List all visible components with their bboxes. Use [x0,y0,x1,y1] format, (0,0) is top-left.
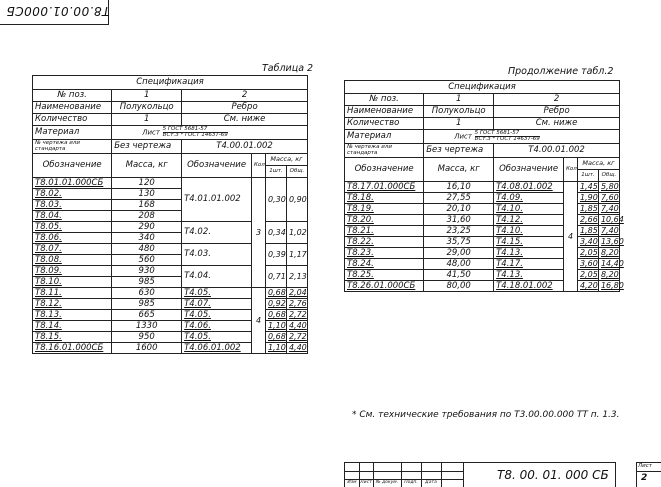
right-row-desig2: Т4.15. [494,237,564,248]
right-row-desig: Т8.20. [345,215,424,226]
title-block-code: Т8. 00. 01. 000 СБ [497,468,609,482]
right-row-m1: 3,60 [577,259,598,270]
right-head-col3: Обозначение [494,158,564,182]
right-row-desig2: Т4.10. [494,226,564,237]
right-pos-2: 2 [494,94,620,106]
left-row-desig: Т8.06. [33,233,112,244]
right-row-m1: 4,20 [577,281,598,292]
left-row-mass: 290 [112,222,182,233]
right-row-mass: 20,10 [424,204,494,215]
left-pos-1: 1 [112,90,182,102]
left-head-col5b: Общ. [286,166,307,178]
right-row-desig2: Т4.17. [494,259,564,270]
right-qty-label: Количество [345,118,424,130]
left-qty-2: См. ниже [182,114,308,126]
left-draw-label: № чертежа или стандарта [33,140,112,154]
right-mat-value [424,130,620,144]
left-row-desig: Т8.15. [33,332,112,343]
left-head-col2: Масса, кг [112,154,182,178]
left-row-mass: 168 [112,200,182,211]
left-spec-table [32,75,308,354]
left-title: Спецификация [33,76,308,90]
right-row-desig: Т8.18. [345,193,424,204]
top-stamp-box [0,0,109,25]
technical-note: * См. технические требования по Т3.00.00.000 ТТ п. 1.3. [352,410,620,420]
right-head-col5b: Общ. [598,170,619,182]
right-row-mass: 48,00 [424,259,494,270]
left-name-label: Наименование [33,102,112,114]
left-single-m2: 4,40 [286,321,307,332]
right-row-desig: Т8.25. [345,270,424,281]
right-row-desig2: Т4.13. [494,270,564,281]
left-row-mass: 130 [112,189,182,200]
left-group-desig: Т4.04. [182,266,252,288]
right-row-desig: Т8.26.01.000СБ [345,281,424,292]
left-row-desig: Т8.08. [33,255,112,266]
left-single-desig: Т4.05. [182,310,252,321]
right-row-mass: 35,75 [424,237,494,248]
right-row-m2: 7,40 [598,204,619,215]
right-row-m1: 2,05 [577,270,598,281]
left-single-desig: Т4.07. [182,299,252,310]
left-group-m2: 2,13 [286,266,307,288]
left-draw-1: Без чертежа [112,140,182,154]
right-row-desig2: Т4.08.01.002 [494,182,564,193]
right-row-m1: 2,66 [577,215,598,226]
left-draw-2: Т4.00.01.002 [182,140,308,154]
left-head-col1: Обозначение [33,154,112,178]
right-row-mass: 16,10 [424,182,494,193]
right-row-desig: Т8.21. [345,226,424,237]
right-row-desig2: Т4.13. [494,248,564,259]
right-row-m2: 16,80 [598,281,619,292]
left-qty-label: Количество [33,114,112,126]
right-row-desig2: Т4.12. [494,215,564,226]
right-row-m2: 7,40 [598,226,619,237]
right-head-col5a: 1шт. [577,170,598,182]
left-group-m2: 1,17 [286,244,307,266]
right-row-m2: 13,60 [598,237,619,248]
right-row-desig: Т8.23. [345,248,424,259]
left-row-desig: Т8.09. [33,266,112,277]
left-single-m1: 0,92 [265,299,286,310]
left-row-desig: Т8.02. [33,189,112,200]
right-row-desig2: Т4.18.01.002 [494,281,564,292]
right-head-col4: Кол. [564,158,578,182]
left-row-mass: 208 [112,211,182,222]
left-row-mass: 1330 [112,321,182,332]
right-mat-den: ВСт.3 * ГОСТ 14637-69 [474,136,540,142]
left-row-desig: Т8.13. [33,310,112,321]
left-group-m2: 1,02 [286,222,307,244]
right-row-desig: Т8.22. [345,237,424,248]
right-row-desig: Т8.19. [345,204,424,215]
left-row-mass: 985 [112,277,182,288]
right-pos-label: № поз. [345,94,424,106]
left-single-m1: 0,68 [265,310,286,321]
left-single-desig: Т4.05. [182,332,252,343]
right-row-m2: 7,60 [598,193,619,204]
left-qty-4: 4 [252,288,266,354]
left-row-mass: 630 [112,288,182,299]
right-row-m2: 8,20 [598,248,619,259]
right-mat-label: Материал [345,130,424,144]
right-qty-4: 4 [564,182,578,292]
left-row-desig: Т8.04. [33,211,112,222]
left-single-desig: Т4.06.01.002 [182,343,252,354]
sheet-label: Лист [638,463,652,469]
right-draw-2: Т4.00.01.002 [494,144,620,158]
left-head-col5a: 1шт. [265,166,286,178]
right-row-mass: 23,25 [424,226,494,237]
left-row-desig: Т8.11. [33,288,112,299]
right-draw-1: Без чертежа [424,144,494,158]
left-row-desig: Т8.12. [33,299,112,310]
left-row-mass: 1600 [112,343,182,354]
left-qty-1: 1 [112,114,182,126]
right-qty-1: 1 [424,118,494,130]
left-mat-top: Лист [142,128,160,136]
left-single-m2: 2,72 [286,310,307,321]
right-row-m1: 1,90 [577,193,598,204]
right-pos-1: 1 [424,94,494,106]
left-head-col5: Масса, кг [265,154,307,166]
left-single-m1: 1,10 [265,321,286,332]
left-group-m1: 0,34 [265,222,286,244]
left-single-desig: Т4.05. [182,288,252,299]
left-group-m1: 0,30 [265,178,286,222]
right-row-m2: 8,20 [598,270,619,281]
right-table-caption: Продолжение табл.2 [508,66,614,77]
left-single-m2: 2,04 [286,288,307,299]
left-group-m1: 0,71 [265,266,286,288]
right-row-m1: 1,85 [577,204,598,215]
right-row-mass: 29,00 [424,248,494,259]
left-row-desig: Т8.01.01.000СБ [33,178,112,189]
right-name-1: Полукольцо [424,106,494,118]
left-name-2: Ребро [182,102,308,114]
left-head-col3: Обозначение [182,154,252,178]
title-col-date: Дата [425,480,437,485]
top-stamp-code: Т8.00.01.000СБ [6,4,110,18]
sheet-number: 2 [641,473,648,483]
left-group-desig: Т4.02. [182,222,252,244]
right-qty-2: См. ниже [494,118,620,130]
left-group-desig: Т4.03. [182,244,252,266]
left-row-mass: 985 [112,299,182,310]
right-row-m1: 3,40 [577,237,598,248]
title-col-doc: № докум. [375,480,399,485]
right-spec-table [344,80,624,292]
left-row-mass: 480 [112,244,182,255]
right-row-m2: 5,80 [598,182,619,193]
left-qty-3: 3 [252,178,266,288]
right-row-m1: 2,05 [577,248,598,259]
left-row-desig: Т8.07. [33,244,112,255]
right-row-mass: 41,50 [424,270,494,281]
left-group-desig: Т4.01.01.002 [182,178,252,222]
left-row-desig: Т8.10. [33,277,112,288]
left-pos-2: 2 [182,90,308,102]
right-head-col5: Масса, кг [577,158,619,170]
right-row-mass: 31,60 [424,215,494,226]
left-row-desig: Т8.14. [33,321,112,332]
left-group-m2: 0,90 [286,178,307,222]
right-draw-label: № чертежа или стандарта [345,144,424,158]
title-col-list: Лист [360,480,372,485]
left-mat-value [112,126,308,140]
left-head-col4: Кол. [252,154,266,178]
left-single-m2: 2,76 [286,299,307,310]
right-head-col2: Масса, кг [424,158,494,182]
sheet-box [636,462,661,487]
left-row-desig: Т8.16.01.000СБ [33,343,112,354]
left-row-desig: Т8.05. [33,222,112,233]
left-group-m1: 0,39 [265,244,286,266]
title-col-sign: Подп. [404,480,418,485]
left-single-m1: 1,10 [265,343,286,354]
right-mat-top: Лист [454,132,472,140]
right-row-m2: 10,64 [598,215,619,226]
left-name-1: Полукольцо [112,102,182,114]
left-single-m2: 4,40 [286,343,307,354]
left-row-desig: Т8.03. [33,200,112,211]
right-row-m1: 1,45 [577,182,598,193]
left-row-mass: 930 [112,266,182,277]
right-row-m2: 14,40 [598,259,619,270]
left-pos-label: № поз. [33,90,112,102]
left-table-caption: Таблица 2 [262,63,314,74]
right-row-mass: 27,55 [424,193,494,204]
left-row-mass: 560 [112,255,182,266]
left-row-mass: 665 [112,310,182,321]
right-head-col1: Обозначение [345,158,424,182]
right-title: Спецификация [345,81,620,94]
title-block [344,462,616,487]
title-block-grid [345,463,464,487]
left-single-desig: Т4.06. [182,321,252,332]
right-name-label: Наименование [345,106,424,118]
right-mat-num: 5 ГОСТ 5681-57 [475,131,540,138]
right-row-mass: 80,00 [424,281,494,292]
left-mat-den: ВСт.3 * ГОСТ 14637-69 [162,132,228,138]
right-row-desig2: Т4.10. [494,204,564,215]
right-name-2: Ребро [494,106,620,118]
title-col-izm: Изм [347,480,357,485]
left-single-m1: 0,68 [265,332,286,343]
left-single-m2: 2,72 [286,332,307,343]
left-single-m1: 0,68 [265,288,286,299]
right-row-desig2: Т4.09. [494,193,564,204]
left-row-mass: 120 [112,178,182,189]
right-row-desig: Т8.24. [345,259,424,270]
left-row-mass: 950 [112,332,182,343]
right-row-desig: Т8.17.01.000СБ [345,182,424,193]
left-mat-label: Материал [33,126,112,140]
left-row-mass: 340 [112,233,182,244]
right-row-m1: 1,85 [577,226,598,237]
left-mat-num: 5 ГОСТ 5681-57 [163,127,228,134]
